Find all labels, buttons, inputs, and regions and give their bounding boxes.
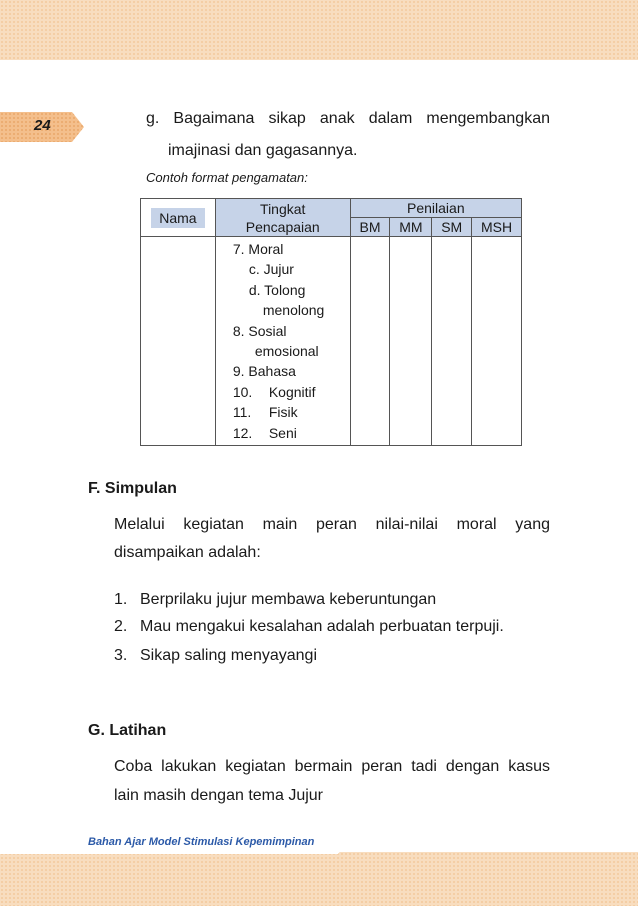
cell-msh — [472, 237, 522, 446]
section-g-para-line1: Coba lakukan kegiatan bermain peran tadi dengan kasus — [114, 758, 550, 775]
top-decorative-band — [0, 0, 638, 60]
item-jujur: c. Jujur — [248, 261, 294, 278]
cell-nama — [141, 237, 216, 446]
section-g-para-line2: lain masih dengan tema Jujur — [114, 787, 324, 804]
item-tolong: d. Tolong — [248, 281, 306, 298]
header-bm: BM — [350, 218, 390, 237]
section-f-para-line2: disampaikan adalah: — [114, 544, 261, 561]
item-g-line2: imajinasi dan gagasannya. — [168, 142, 358, 159]
header-sm: SM — [432, 218, 472, 237]
table-row — [141, 237, 522, 446]
section-f-para-line1: Melalui kegiatan main peran nilai-nilai moral yang — [114, 516, 550, 533]
footer-book-title: Bahan Ajar Model Stimulasi Kepemimpinan — [88, 836, 315, 848]
item-fisik: 11. Fisik — [232, 404, 298, 421]
list-item: 2. Mau mengakui kesalahan adalah perbuatan terpuji. — [114, 618, 504, 635]
header-msh: MSH — [472, 218, 522, 237]
page-number: 24 — [34, 117, 51, 134]
list-item: 3. Sikap saling menyayangi — [114, 647, 317, 664]
bottom-decorative-band — [0, 852, 638, 906]
header-nama: Nama — [141, 199, 216, 237]
header-mm: MM — [390, 218, 432, 237]
cell-mm — [390, 237, 432, 446]
observation-table — [140, 198, 522, 446]
cell-sm — [432, 237, 472, 446]
cell-bm — [350, 237, 390, 446]
item-sosial: 8. Sosial — [232, 322, 287, 339]
section-f-heading: F. Simpulan — [88, 480, 177, 497]
header-tingkat-pencapaian: Tingkat Pencapaian — [215, 199, 350, 237]
section-g-heading: G. Latihan — [88, 722, 167, 739]
item-seni: 12. Seni — [232, 424, 297, 441]
item-tolong-cont: menolong — [262, 302, 325, 319]
item-moral: 7. Moral — [232, 241, 284, 257]
cell-tingkat-pencapaian — [215, 237, 350, 446]
header-penilaian: Penilaian — [350, 199, 521, 218]
table-caption: Contoh format pengamatan: — [146, 170, 308, 185]
item-g-line1: g. Bagaimana sikap anak dalam mengembangkan — [146, 110, 550, 127]
item-bahasa: 9. Bahasa — [232, 363, 296, 380]
item-sosial-cont: emosional — [254, 343, 319, 360]
item-kognitif: 10. Kognitif — [232, 383, 316, 400]
list-item: 1. Berprilaku jujur membawa keberuntungan — [114, 591, 437, 608]
